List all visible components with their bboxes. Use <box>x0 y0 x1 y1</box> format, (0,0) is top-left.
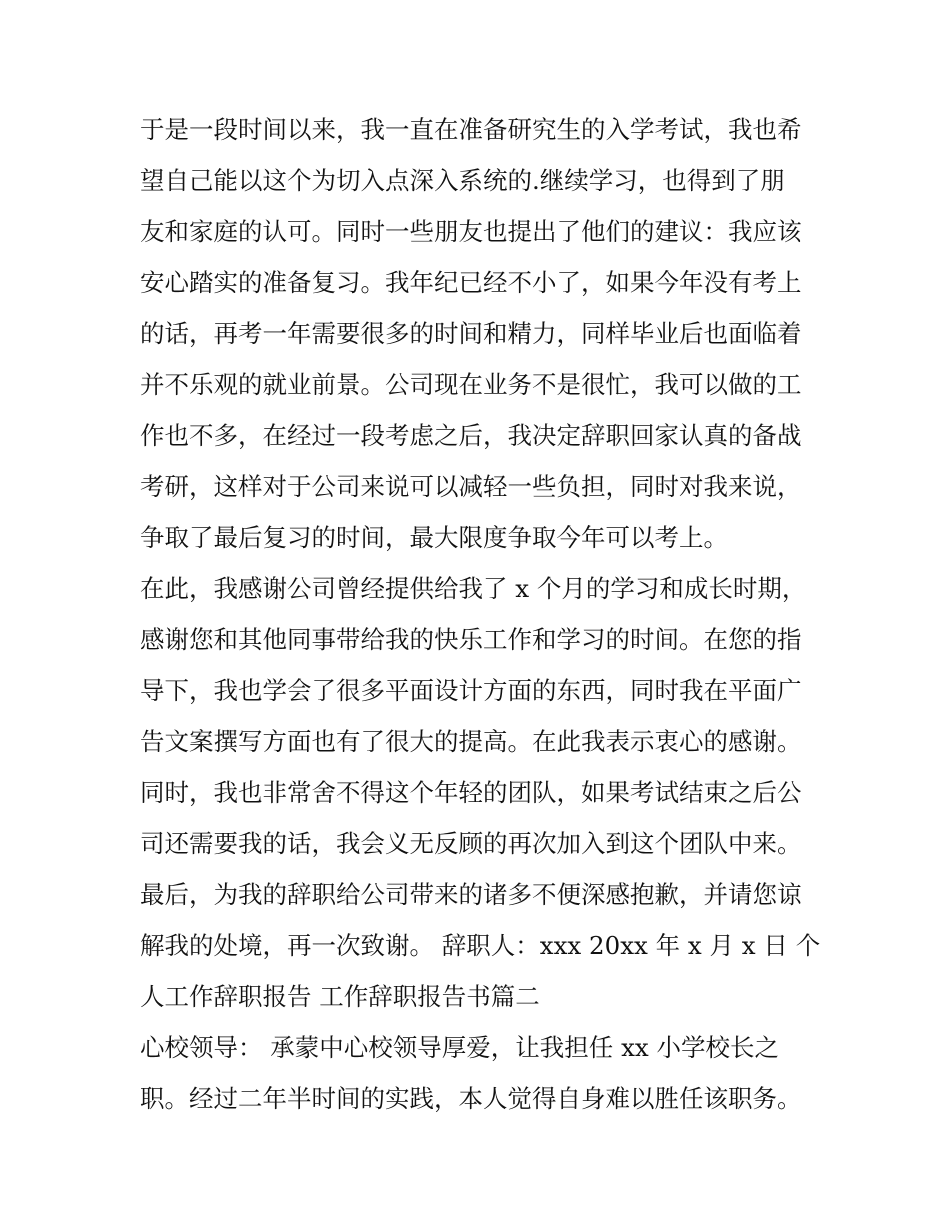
text-line: 的话，再考一年需要很多的时间和精力，同样毕业后也面临着 <box>140 319 802 348</box>
text-line: 告文案撰写方面也有了很大的提高。在此我表示衷心的感谢。 <box>140 727 802 756</box>
text-line: 最后，为我的辞职给公司带来的诸多不便深感抱歉，并请您谅 <box>140 880 802 909</box>
text-line: 于是一段时间以来，我一直在准备研究生的入学考试，我也希 <box>140 115 802 144</box>
text-line: 并不乐观的就业前景。公司现在业务不是很忙，我可以做的工 <box>140 370 802 399</box>
text-line: 职。经过二年半时间的实践，本人觉得自身难以胜任该职务。 <box>140 1084 802 1113</box>
text-line: 在此，我感谢公司曾经提供给我了 x 个月的学习和成长时期， <box>140 574 807 603</box>
text-line: 友和家庭的认可。同时一些朋友也提出了他们的建议：我应该 <box>140 217 802 246</box>
text-line: 安心踏实的准备复习。我年纪已经不小了，如果今年没有考上 <box>140 268 802 297</box>
text-line: 争取了最后复习的时间，最大限度争取今年可以考上。 <box>140 523 728 552</box>
text-line: 司还需要我的话，我会义无反顾的再次加入到这个团队中来。 <box>140 829 802 858</box>
text-line: 人工作辞职报告 工作辞职报告书篇二 <box>140 982 540 1011</box>
text-line: 导下，我也学会了很多平面设计方面的东西，同时我在平面广 <box>140 676 802 705</box>
text-line: 心校领导： 承蒙中心校领导厚爱，让我担任 xx 小学校长之 <box>140 1033 779 1062</box>
text-line: 同时，我也非常舍不得这个年轻的团队，如果考试结束之后公 <box>140 778 802 807</box>
text-line: 考研，这样对于公司来说可以减轻一些负担，同时对我来说， <box>140 472 802 501</box>
text-line: 作也不多，在经过一段考虑之后，我决定辞职回家认真的备战 <box>140 421 802 450</box>
text-line: 望自己能以这个为切入点深入系统的.继续学习，也得到了朋 <box>140 166 785 195</box>
text-line: 感谢您和其他同事带给我的快乐工作和学习的时间。在您的指 <box>140 625 802 654</box>
document-body <box>140 104 820 1124</box>
text-line: 解我的处境，再一次致谢。 辞职人：xxx 20xx 年 x 月 x 日 个 <box>140 931 821 960</box>
